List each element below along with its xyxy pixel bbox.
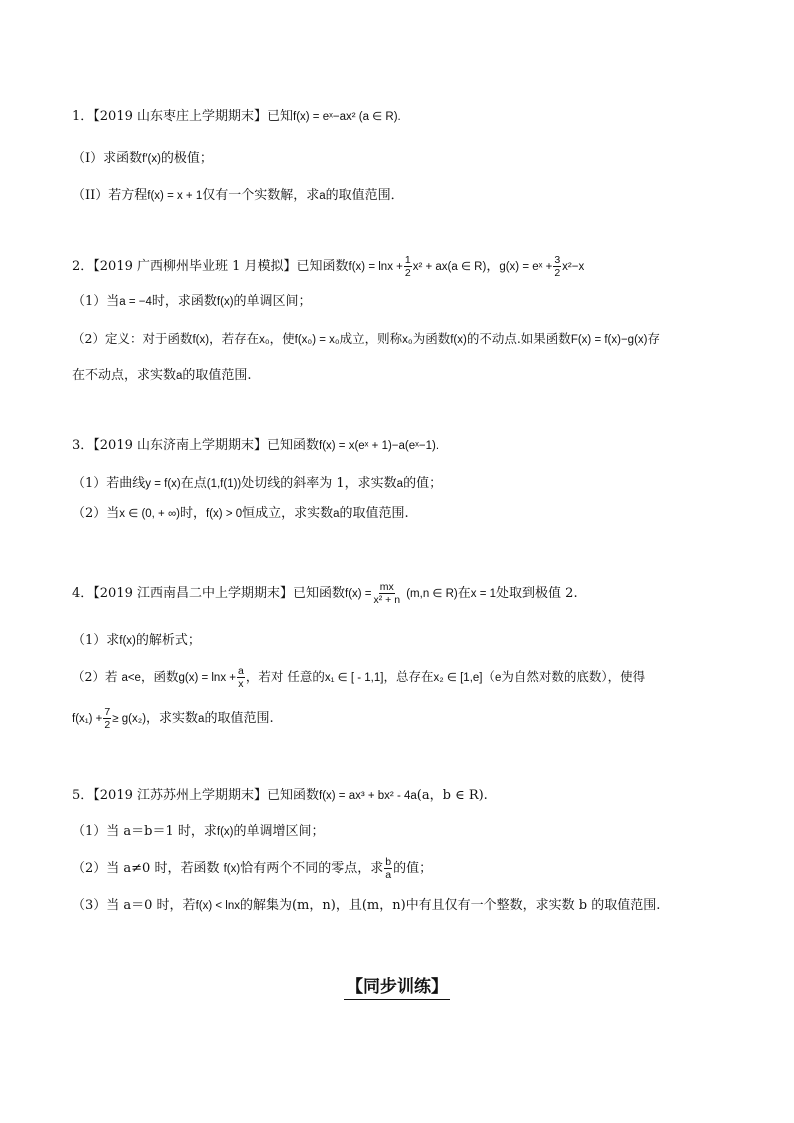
- text: ，总存在: [383, 669, 434, 684]
- math: f(x) = x + 1: [147, 190, 203, 202]
- math: g(x) = eˣ +: [499, 261, 553, 273]
- math: x₂ ∈ [1,e]: [433, 672, 483, 684]
- problem-4-head: 4．【2019 江西南昌二中上学期期末】已知函数: [72, 586, 345, 601]
- problem-3-title: [72, 437, 439, 455]
- problem-3-head: 3．【2019 山东济南上学期期末】已知函数: [72, 438, 319, 453]
- math: a: [319, 190, 326, 202]
- math: f(x): [192, 334, 210, 346]
- section-title: [0, 972, 794, 997]
- math: x² + ax(a ∈ R): [412, 261, 487, 273]
- text: 恰有两个不同的零点，求: [240, 861, 384, 876]
- problem-3-part-1: [72, 475, 442, 493]
- text: 的解集为(m，n)，且(m，n)中有且仅有一个整数，求实数 b 的取值范围.: [239, 898, 661, 913]
- math: ≥ g(x₂): [112, 713, 147, 725]
- problem-1-title: [72, 108, 401, 126]
- text: （I）求函数: [72, 151, 143, 166]
- text: 的值；: [393, 861, 433, 876]
- problem-2-part-2-cont: [72, 367, 252, 385]
- text: ，求实数: [146, 711, 199, 726]
- text: 处取到极值 2.: [496, 586, 578, 601]
- fraction: [384, 856, 392, 881]
- text: （: [482, 669, 495, 684]
- problem-2-head: 2．【2019 广西柳州毕业班 1 月模拟】已知函数: [72, 259, 349, 274]
- problem-2-part-2: [72, 330, 660, 349]
- problem-4-part-2: [72, 662, 645, 693]
- math: x₁ ∈ [ - 1,1]: [324, 672, 384, 684]
- text: 恒成立，求实数: [242, 506, 334, 521]
- math: f(x): [119, 635, 136, 647]
- numerator: b: [385, 856, 392, 868]
- problem-5-title: [72, 787, 488, 805]
- numerator: a: [238, 665, 244, 677]
- problem-4-part-2-cont: [72, 704, 274, 734]
- math: f(x₀) = x₀: [294, 334, 340, 346]
- math: f(x) > 0: [206, 508, 243, 520]
- numerator: 1: [404, 254, 411, 266]
- math: x²−x: [562, 261, 585, 273]
- math: y = f(x): [145, 478, 181, 490]
- text: ，函数: [140, 669, 179, 684]
- text: 处切线的斜率为 1，求实数: [241, 476, 397, 491]
- fraction: [237, 665, 245, 690]
- fraction: [553, 254, 561, 279]
- text: 的取值范围．: [325, 188, 404, 203]
- math: a: [333, 508, 340, 520]
- problem-1-part-1: [72, 150, 213, 168]
- text: 的值；: [403, 476, 443, 491]
- text: ，若存在: [209, 331, 260, 346]
- problem-5-part-1: [72, 823, 325, 841]
- text: （1）若曲线: [72, 476, 146, 491]
- text: ，使: [269, 331, 295, 346]
- problem-1-head: 1．【2019 山东枣庄上学期期末】已知: [72, 109, 293, 124]
- fraction: [373, 581, 402, 606]
- text: （1）当: [72, 294, 120, 309]
- text: 成立，则称: [339, 331, 403, 346]
- text: 的不动点.如果函数: [466, 331, 571, 346]
- denominator: a: [385, 869, 392, 881]
- math: a: [176, 370, 183, 382]
- numerator: mx: [379, 581, 394, 593]
- math: e: [495, 672, 502, 684]
- problem-2-part-1: [72, 293, 312, 311]
- problem-5-head: 5．【2019 江苏苏州上学期期末】已知函数: [72, 788, 319, 803]
- text: 时，求函数: [151, 294, 217, 309]
- text: 在: [457, 586, 471, 601]
- text: （2）定义：对于函数: [72, 331, 193, 346]
- text: 的取值范围.: [204, 711, 274, 726]
- numerator: 7: [104, 706, 111, 718]
- text: 时，: [180, 506, 207, 521]
- text: 的单调区间；: [233, 294, 312, 309]
- text: ，若对 任意的: [245, 669, 325, 684]
- math: (m,n ∈ R): [406, 588, 458, 600]
- text: （2）当: [72, 506, 120, 521]
- text: （II）若方程: [72, 188, 148, 203]
- denominator: x: [238, 678, 244, 690]
- denominator: 2: [554, 267, 561, 279]
- problem-1-part-2: [72, 187, 404, 205]
- math: f(x): [450, 334, 467, 346]
- math: a<e: [121, 672, 141, 684]
- math: a: [396, 478, 404, 490]
- math: f′(x): [142, 153, 161, 165]
- math: F(x) = f(x)−g(x): [570, 334, 648, 346]
- problem-2-title: [72, 252, 584, 282]
- problem-4-part-1: [72, 632, 201, 650]
- math: x = 1: [470, 588, 497, 600]
- text: （2）若: [72, 669, 122, 684]
- math: f(x): [223, 863, 241, 875]
- problem-3-part-2: [72, 505, 409, 523]
- text: 在不动点，求实数: [72, 368, 177, 383]
- text: 的取值范围.: [182, 368, 252, 383]
- math: x ∈ (0, + ∞): [119, 508, 180, 520]
- math: f(x): [216, 826, 234, 838]
- denominator: 2: [404, 267, 411, 279]
- text: 仅有一个实数解，求: [202, 188, 320, 203]
- problem-5-part-2: [72, 852, 432, 886]
- text: 在点: [180, 476, 207, 491]
- math: f(x₁) +: [72, 713, 103, 725]
- math: g(x) = lnx +: [178, 672, 236, 684]
- math: (1,f(1)): [206, 478, 242, 490]
- numerator: 3: [554, 254, 561, 266]
- fraction: [103, 706, 111, 731]
- math: a = −4: [119, 296, 152, 308]
- math: f(x): [216, 296, 234, 308]
- fraction: [404, 254, 412, 279]
- problem-3-formula: f(x) = x(eˣ + 1)−a(eˣ−1).: [319, 440, 440, 452]
- text: 的取值范围.: [339, 506, 409, 521]
- math: x₀: [259, 334, 270, 346]
- math: f(x) =: [345, 588, 372, 600]
- text: 为自然对数的底数），使得: [501, 669, 646, 684]
- text: （1）当 a＝b＝1 时，求: [72, 824, 217, 839]
- text: 的解析式；: [135, 633, 201, 648]
- math: a: [198, 713, 205, 725]
- text: （3）当 a＝0 时，若: [72, 898, 196, 913]
- section-title-text: 【同步训练】: [344, 977, 450, 1000]
- text: （1）求: [72, 633, 120, 648]
- problem-5-part-3: [72, 897, 660, 915]
- math: f(x) < lnx: [195, 900, 240, 912]
- problem-1-formula: f(x) = eˣ−ax² (a ∈ R).: [293, 111, 401, 123]
- problem-4-title: [72, 578, 578, 610]
- text: 存: [647, 331, 660, 346]
- text: 为函数: [412, 331, 451, 346]
- text: (a，b ∈ R).: [416, 788, 488, 803]
- text: （2）当 a≠0 时，若函数: [72, 861, 224, 876]
- text: 的极值；: [160, 151, 213, 166]
- text: ，: [486, 259, 500, 274]
- denominator: x² + n: [373, 594, 401, 606]
- math: f(x) = lnx +: [348, 261, 403, 273]
- problem-5-formula: f(x) = ax³ + bx² - 4a: [319, 790, 417, 802]
- math: x₀: [402, 334, 413, 346]
- text: 的单调增区间；: [233, 824, 325, 839]
- denominator: 2: [104, 719, 111, 731]
